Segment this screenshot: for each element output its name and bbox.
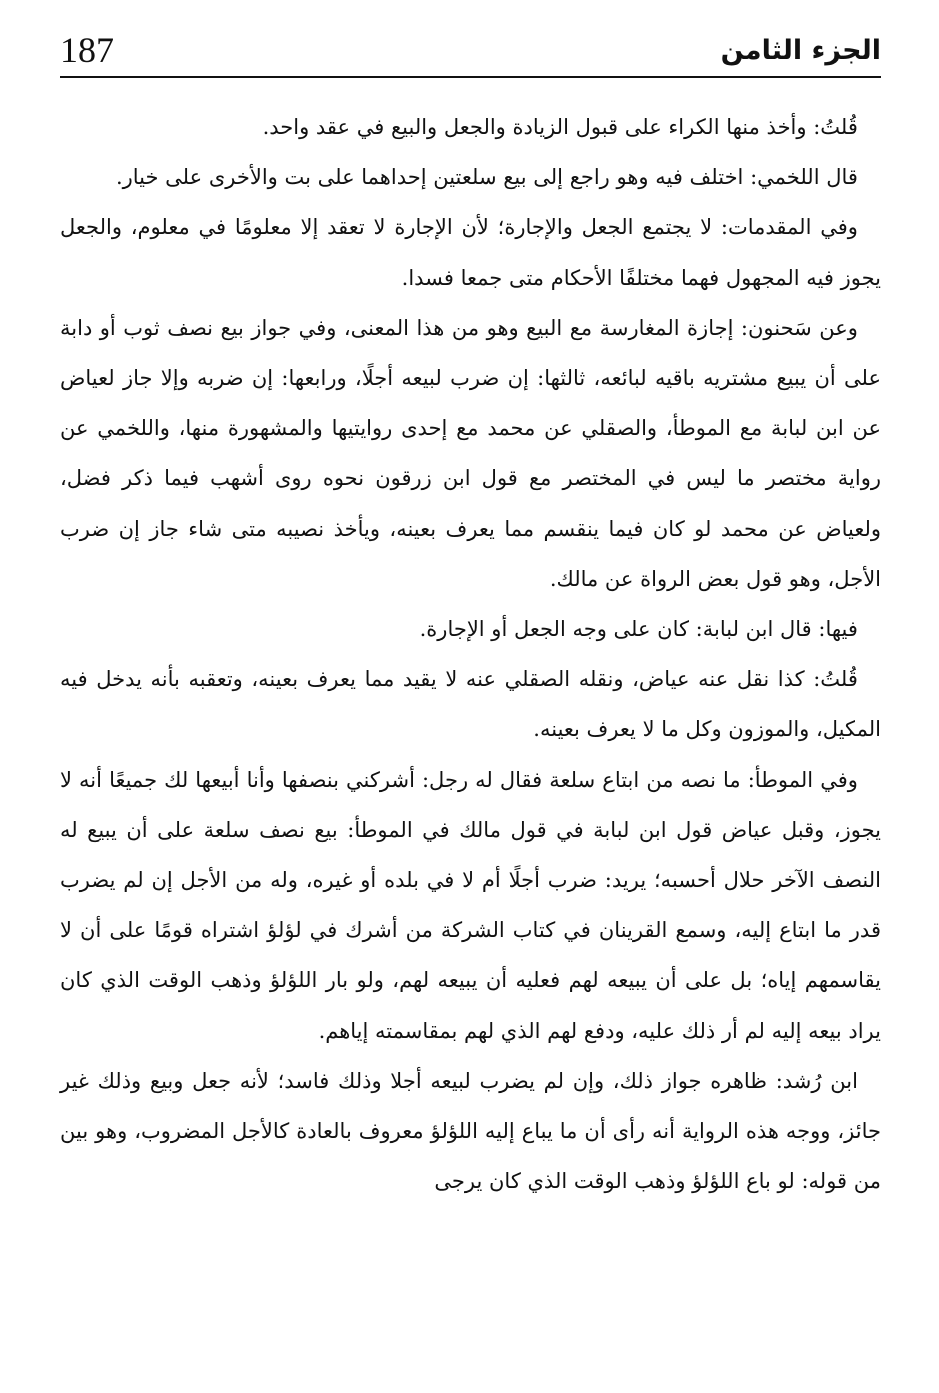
paragraph: وفي المقدمات: لا يجتمع الجعل والإجارة؛ لأن الإجارة لا تعقد إلا معلومًا في معلوم، والجعل يجوز فيه المجهول فهما مختلفًا الأحكام متى جمعا فسدا. [60, 215, 881, 290]
running-title: الجزء الثامن [720, 35, 881, 66]
paragraph: وفي الموطأ: ما نصه من ابتاع سلعة فقال له رجل: أشركني بنصفها وأنا أبيعها لك جميعًا أنه لا يجوز، وقبل عياض قول ابن لبابة في قول مالك في الموطأ: بيع نصف سلعة على أن يبيع له النصف الآخر حلال أحسبه؛ يريد: ضرب أجلًا أم لا في بلده أو غيره، وله من الأجل إن لم يضرب قدر ما ابتاع إليه، وسمع القرينان في كتاب الشركة من أشرك في لؤلؤ اشتراه قومًا على أن لا يقاسمهم إياه؛ بل على أن يبيعه لهم فعليه أن يبيعه لهم، ولو بار اللؤلؤ وذهب الوقت الذي كان يراد بيعه إليه لم أر ذلك عليه، ودفع لهم الذي لهم بمقاسمته إياهم. [60, 767, 881, 1043]
paragraph: قُلتُ: وأخذ منها الكراء على قبول الزيادة والجعل والبيع في عقد واحد. [262, 115, 858, 139]
paragraph: فيها: قال ابن لبابة: كان على وجه الجعل أو الإجارة. [419, 617, 858, 642]
page-body [60, 102, 881, 1206]
page-header [60, 30, 881, 80]
paragraph: وعن سَحنون: إجازة المغارسة مع البيع وهو من هذا المعنى، وفي جواز بيع نصف ثوب أو دابة على أن يبيع مشتريه باقيه لبائعه، ثالثها: إن ضرب لبيعه أجلًا، ورابعها: إن ضربه وإلا جاز لعياض عن ابن لبابة مع الموطأ، والصقلي عن محمد مع إحدى روايتيها والمشهورة منها، واللخمي عن رواية مختصر ما ليس في المختصر مع قول ابن زرقون نحوه روى أشهب فيما ذكر فضل، ولعياض عن محمد لو كان فيما ينقسم مما يعرف بعينه، ويأخذ نصيبه متى شاء جاز إن ضرب الأجل، وهو قول بعض الرواة عن مالك. [60, 315, 881, 591]
paragraph: قُلتُ: كذا نقل عنه عياض، ونقله الصقلي عنه لا يقيد مما يعرف بعينه، وتعقبه بأنه يدخل فيه المكيل، والموزون وكل ما لا يعرف بعينه. [60, 667, 881, 742]
page-number: 187 [60, 30, 114, 70]
header-rule [60, 76, 881, 78]
paragraph: ابن رُشد: ظاهره جواز ذلك، وإن لم يضرب لبيعه أجلا وذلك فاسد؛ لأنه جعل وبيع وذلك غير جائز، ووجه هذه الرواية أنه رأى أن ما يباع إليه اللؤلؤ معروف بالعادة كالأجل المضروب، وهو بين من قوله: لو باع اللؤلؤ وذهب الوقت الذي كان يرجى [60, 1068, 881, 1194]
paragraph: قال اللخمي: اختلف فيه وهو راجع إلى بيع سلعتين إحداهما على بت والأخرى على خيار. [115, 165, 858, 190]
